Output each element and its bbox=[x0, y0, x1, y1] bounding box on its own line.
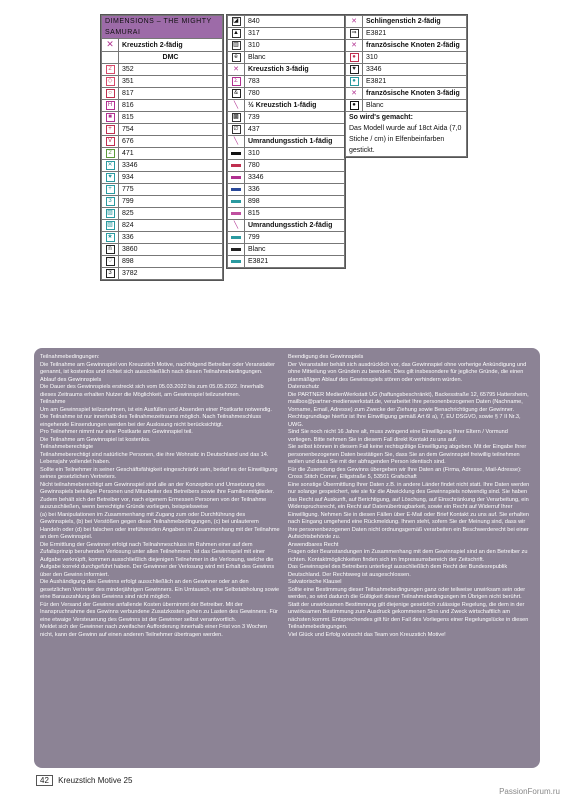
section-header: Umrandungsstich 2-fädig bbox=[245, 220, 345, 232]
section-header: französische Knoten 2-fädig bbox=[363, 40, 467, 52]
legend-row bbox=[228, 148, 345, 160]
color-code: Blanc bbox=[245, 52, 345, 64]
color-code: 336 bbox=[119, 232, 223, 244]
terms-paragraph: Eine sonstige Übermittlung Ihrer Daten z.B. in andere Länder findet nicht statt. Ihre Daten werden nur solange gespeichert, wie sie für die Abwicklung des Gewinnspiels notwendig sind. Sie haben das Recht auf Auskunft, auf Berichtigung, auf Löschung, auf Einschränkung der Verarbeitung, ein Widerspruchsrecht, ein Recht auf Datenübertragbarkeit, sowie ein Recht auf Widerruf Ihrer Einwilligung. Nehmen Sie in diesen Fällen über E-Mail oder Brief Kontakt zu uns auf. Sie erhalten nach Eingang umgehend eine Rückmeldung. Ihnen steht, sofern Sie der Meinung sind, dass wir Ihre personenbezogenen Daten nicht ordnungsgemäß verarbeiten ein Beschwerderecht bei einer Aufsichtsbehörde zu. bbox=[288, 481, 530, 540]
page-footer bbox=[36, 776, 132, 785]
legend-row bbox=[102, 64, 223, 76]
legend-row bbox=[102, 88, 223, 100]
stitch-symbol-icon: ♡ bbox=[107, 257, 113, 264]
color-code: 775 bbox=[119, 184, 223, 196]
terms-paragraph: Sollte ein Teilnehmer in seiner Geschäftsfähigkeit eingeschränkt sein, bedarf es der Einwilligung seines gesetzlichen Vertreters. bbox=[40, 466, 278, 480]
terms-paragraph: Pro Teilnehmer nimmt nur eine Postkarte am Gewinnspiel teil. bbox=[40, 429, 193, 435]
color-code: 824 bbox=[119, 220, 223, 232]
terms-panel bbox=[34, 348, 540, 768]
terms-paragraph: Teilnahmeberechtigte bbox=[40, 444, 94, 450]
color-code: 310 bbox=[363, 52, 467, 64]
terms-paragraph: Beendigung des Gewinnspiels bbox=[288, 354, 364, 360]
line-swatch-icon bbox=[231, 164, 241, 167]
terms-paragraph: Der Veranstalter behält sich ausdrücklich vor, das Gewinnspiel ohne vorherige Ankündigung und ohne Mitteilung von Gründen zu beenden. Dies gilt insbesondere für jegliche Gründe, die einen planmäßigen Ablauf des Gewinnspiels stören oder verhindern würden. bbox=[288, 361, 527, 383]
terms-paragraph: Sind Sie noch nicht 16 Jahre alt, muss zwingend eine Einwilligung Ihrer Eltern / Vormund vorliegen. Bitte nehmen Sie in diesem Fall direkt Kontakt zu uns auf. bbox=[288, 429, 508, 443]
stitch-symbol-icon: ▥ bbox=[233, 41, 239, 48]
line-swatch-icon bbox=[231, 200, 241, 203]
line-swatch-icon bbox=[231, 176, 241, 179]
color-code: 816 bbox=[119, 100, 223, 112]
color-code: 310 bbox=[245, 148, 345, 160]
terms-paragraph: Sollte eine Bestimmung dieser Teilnahmebedingungen ganz oder teilweise unwirksam sein oder werden, so wird dadurch die Gültigkeit dieser Teilnahmebedingungen im Übrigen nicht berührt. Statt der unwirksamen Bestimmung gilt diejenige gesetzlich zulässige Regelung, die dem in der unwirksamen Bestimmung zum Ausdruck gekommenen Sinn und Zweck wirtschaftlich am nächsten kommt. Entsprechendes gilt für den Fall des Vorliegens einer Regelungslücke in diesen Teilnahmebedingungen. bbox=[288, 586, 529, 630]
color-code: 351 bbox=[119, 76, 223, 88]
backstitch-icon: ╲ bbox=[233, 138, 239, 145]
color-code: 3346 bbox=[245, 172, 345, 184]
terms-paragraph: Fragen oder Beanstandungen im Zusammenhang mit dem Gewinnspiel sind an den Betreiber zu richten. Kontaktmöglichkeiten finden sich im Impressumsbereich der Zeitschrift. bbox=[288, 549, 528, 563]
color-code: 825 bbox=[119, 208, 223, 220]
legend-row bbox=[228, 244, 345, 256]
terms-paragraph: Die Teilnahme am Gewinnspiel ist kostenlos. bbox=[40, 436, 151, 443]
legend-column-3 bbox=[344, 14, 468, 158]
color-code: 3860 bbox=[119, 244, 223, 256]
stitch-symbol-icon: ▧ bbox=[107, 221, 113, 228]
brand-label: DMC bbox=[119, 52, 223, 64]
color-code: 840 bbox=[245, 16, 345, 28]
legend-row bbox=[102, 76, 223, 88]
terms-paragraph: Teilnahme bbox=[40, 399, 66, 405]
legend-row bbox=[228, 52, 345, 64]
color-code: 815 bbox=[245, 208, 345, 220]
legend-row bbox=[228, 256, 345, 268]
terms-paragraph: Ablauf des Gewinnspiels bbox=[40, 376, 102, 383]
stitch-symbol-icon: + bbox=[106, 125, 115, 134]
legend-row bbox=[346, 64, 467, 76]
terms-paragraph: Die Aushändigung des Gewinns erfolgt ausschließlich an den Gewinner oder an den gesetzlichen Vertreter des minderjährigen Gewinners. Ein Umtausch, eine Selbstabholung sowie eine Barauszahlung des Gewinns sind nicht möglich. bbox=[40, 579, 280, 600]
legend-row bbox=[228, 160, 345, 172]
color-code: Blanc bbox=[245, 244, 345, 256]
color-code: 898 bbox=[245, 196, 345, 208]
color-code: E3821 bbox=[245, 256, 345, 268]
legend-row bbox=[228, 124, 345, 136]
color-code: 780 bbox=[245, 88, 345, 100]
legend-row bbox=[346, 76, 467, 88]
color-code: 3346 bbox=[119, 160, 223, 172]
line-swatch-icon bbox=[231, 152, 241, 155]
stitch-symbol-icon: ✕ bbox=[107, 161, 113, 168]
legend-row bbox=[228, 184, 345, 196]
legend-row bbox=[102, 172, 223, 184]
color-code: 799 bbox=[119, 196, 223, 208]
terms-paragraph: Um am Gewinnspiel teilzunehmen, ist ein Ausfüllen und Absenden einer Postkarte notwendig. Die Teilnahme ist nur innerhalb des Teilnahmezeitraums möglich. Nach Teilnahmeschluss eingehende Einsendungen werden bei der Auslosung nicht berücksichtigt. bbox=[40, 406, 272, 428]
color-code: 336 bbox=[245, 184, 345, 196]
section-header: Kreuzstich 3-fädig bbox=[245, 64, 345, 76]
legend-row bbox=[102, 220, 223, 232]
legend-row bbox=[102, 244, 223, 256]
half-stitch-icon: ╲ bbox=[233, 102, 239, 109]
magazine-name: Kreuzstich Motive 25 bbox=[58, 776, 133, 785]
stitch-symbol-icon: ○ bbox=[106, 89, 115, 98]
legend-row bbox=[102, 124, 223, 136]
legend-row bbox=[102, 196, 223, 208]
color-code: 898 bbox=[119, 256, 223, 268]
legend-row bbox=[102, 112, 223, 124]
section-header: französische Knoten 3-fädig bbox=[363, 88, 467, 100]
terms-paragraph: Datenschutz bbox=[288, 384, 320, 390]
terms-paragraph: Für den Versand der Gewinne anfallende Kosten übernimmt der Betreiber. Mit der Inanspruchnahme des Gewinns verbundene Zusatzkosten gehen zu Lasten des Gewinners. Für eine etwaige Versteuerung des Gewinns ist der Gewinner selbst verantwortlich. bbox=[40, 601, 278, 623]
stitch-symbol-icon: ◇ bbox=[106, 77, 115, 86]
legend-row bbox=[102, 268, 223, 280]
legend-row bbox=[228, 88, 345, 100]
legend-row bbox=[346, 52, 467, 64]
stitch-symbol-icon: & bbox=[232, 89, 241, 98]
color-code: 780 bbox=[245, 160, 345, 172]
legend-row bbox=[346, 100, 467, 112]
stitch-symbol-icon: 2 bbox=[106, 65, 115, 74]
terms-paragraph: Die Teilnahme am Gewinnspiel von Kreuzstich Motive, nachfolgend Betreiber oder Veranstalter genannt, ist kostenlos und richtet sich ausschließlich nach diesen Teilnahmebedingungen. bbox=[40, 361, 275, 375]
stitch-symbol-icon: 2 bbox=[106, 149, 115, 158]
stitch-symbol-icon: e bbox=[232, 53, 241, 62]
legend-row bbox=[346, 28, 467, 40]
terms-paragraph: Das Gewinnspiel des Betreibers unterliegt ausschließlich dem Recht der Bundesrepublik Deutschland. Der Rechtsweg ist ausgeschlossen. bbox=[288, 564, 508, 578]
pattern-title: DIMENSIONS – THE MIGHTY SAMURAI bbox=[102, 16, 223, 39]
legend-row bbox=[102, 100, 223, 112]
stitch-symbol-icon: n bbox=[106, 245, 115, 254]
color-code: 437 bbox=[245, 124, 345, 136]
legend-row bbox=[228, 40, 345, 52]
stitch-symbol-icon: ■ bbox=[106, 113, 115, 122]
terms-paragraph: Die Ermittlung der Gewinner erfolgt nach Teilnahmeschluss im Rahmen einer auf dem Zufallsprinzip beruhenden Verlosung unter allen Teilnehmern. Ist das Gewinnspiel mit einer Aufgabe verknüpft, kommen ausschließlich diejenigen Teilnehmer in die Verlosung, welche die Aufgabe korrekt durchgeführt haben. Der Gewinner der Verlosung wird mit Erhalt des Gewinns über den Gewinn informiert. bbox=[40, 541, 275, 578]
color-code: 310 bbox=[245, 40, 345, 52]
color-code: 934 bbox=[119, 172, 223, 184]
stitch-symbol-icon: ▨ bbox=[107, 209, 113, 216]
color-code: 317 bbox=[245, 28, 345, 40]
terms-paragraph: Sie selbst können in diesem Fall keine rechtsgültige Einwilligung abgeben. Mit der Eingabe Ihrer personenbezogenen Daten bestätigen Sie, dass Sie an dem Gewinnspiel freiwillig teilnehmen wollen und dass Sie mit der abfragenden Person identisch sind. bbox=[288, 444, 527, 465]
legend-row bbox=[102, 256, 223, 268]
terms-paragraph: Anwendbares Recht bbox=[288, 541, 339, 548]
terms-right-column bbox=[288, 354, 532, 639]
stitch-symbol-icon: Σ bbox=[232, 77, 241, 86]
stitch-symbol-icon: + bbox=[106, 185, 115, 194]
legend-row bbox=[102, 136, 223, 148]
legend-row bbox=[228, 16, 345, 28]
knot-stitch-icon: ✕ bbox=[351, 90, 357, 97]
terms-paragraph: Salvatorische Klausel bbox=[288, 579, 342, 585]
terms-paragraph: Die PARTNER MedienWerkstatt UG (haftungsbeschränkt), Backesstraße 12, 65795 Hattersheim, mailbox@partner-medienwerkstatt.de, verarbeitet Ihre personenbezogenen Daten (Nachname, Vorname, Email, Adresse) zum Zwecke der Ziehung sowie Benachrichtigung der Gewinner. Rechtsgrundlage hierfür ist Ihre Einwilligung gemäß Art 6l a), 7, EU DSGVO, sowie § 7 II Nr.3, UWG. bbox=[288, 391, 529, 428]
stitch-symbol-icon: ▩ bbox=[233, 113, 239, 120]
color-code: 783 bbox=[245, 76, 345, 88]
color-code: 3346 bbox=[363, 64, 467, 76]
backstitch-icon: ╲ bbox=[233, 222, 239, 229]
legend-row bbox=[102, 208, 223, 220]
legend-column-2 bbox=[226, 14, 346, 269]
color-code: E3821 bbox=[363, 76, 467, 88]
legend-row bbox=[228, 172, 345, 184]
stitch-symbol-icon: ● bbox=[350, 53, 359, 62]
line-swatch-icon bbox=[231, 260, 241, 263]
terms-paragraph: (a) bei Manipulationen im Zusammenhang mit Zugang zum oder Durchführung des Gewinnspiels, (b) bei Verstößen gegen diese Teilnahmebedingungen, (c) bei unlauterem Handeln oder (d) bei falschen oder irreführenden Angaben im Zusammenhang mit der Teilnahme an dem Gewinnspiel. bbox=[40, 511, 280, 540]
terms-paragraph: Die Dauer des Gewinnspiels erstreckt sich vom 05.03.2022 bis zum 05.05.2022. Innerhalb dieses Zeitraums erhalten Nutzer die Möglichkeit, am Gewinnspiel teilzunehmen. bbox=[40, 384, 264, 398]
stitch-symbol-icon: ⇒ bbox=[351, 29, 357, 36]
stitch-symbol-icon: ◪ bbox=[233, 17, 239, 24]
stitch-symbol-icon: 3 bbox=[106, 197, 115, 206]
color-code: 817 bbox=[119, 88, 223, 100]
legend-row bbox=[102, 148, 223, 160]
color-code: 3782 bbox=[119, 268, 223, 280]
stitch-symbol-icon: ● bbox=[350, 77, 359, 86]
color-code: 676 bbox=[119, 136, 223, 148]
watermark: PassionForum.ru bbox=[499, 787, 560, 796]
stitch-symbol-icon: 3 bbox=[106, 269, 115, 278]
terms-paragraph: Meldet sich der Gewinner nach zweifacher Aufforderung innerhalb einer Frist von 3 Wochen nicht, kann der Gewinn auf einen anderen Teilnehmer übertragen werden. bbox=[40, 624, 268, 638]
stitch-symbol-icon: ∅ bbox=[233, 125, 239, 132]
terms-paragraph: Teilnahmebedingungen: bbox=[40, 354, 100, 360]
legend-row bbox=[228, 208, 345, 220]
section-header: Umrandungsstich 1-fädig bbox=[245, 136, 345, 148]
stitch-symbol-icon: H bbox=[106, 101, 115, 110]
color-code: 754 bbox=[119, 124, 223, 136]
stitch-symbol-icon: ▲ bbox=[233, 29, 239, 36]
color-code: 799 bbox=[245, 232, 345, 244]
legend-column-1 bbox=[100, 14, 224, 281]
legend-row bbox=[228, 112, 345, 124]
terms-paragraph: Viel Glück und Erfolg wünscht das Team von Kreuzstich Motive! bbox=[288, 631, 446, 638]
note-text: Das Modell wurde auf 18ct Aida (7,0 Stiche / cm) in Elfenbeinfarben gestickt. bbox=[349, 125, 462, 154]
legend-row bbox=[102, 160, 223, 172]
stitch-symbol-icon: ● bbox=[350, 101, 359, 110]
legend-row bbox=[228, 76, 345, 88]
loop-stitch-icon: ✕ bbox=[351, 18, 357, 25]
color-code: E3821 bbox=[363, 28, 467, 40]
line-swatch-icon bbox=[231, 248, 241, 251]
color-code: Blanc bbox=[363, 100, 467, 112]
color-code: 471 bbox=[119, 148, 223, 160]
note-title: So wird's gemacht: bbox=[349, 114, 413, 121]
knot-stitch-icon: ✕ bbox=[351, 42, 357, 49]
cross-stitch-icon: ✕ bbox=[106, 39, 114, 49]
legend-row bbox=[228, 196, 345, 208]
color-code: 739 bbox=[245, 112, 345, 124]
terms-paragraph: Nicht teilnahmeberechtigt am Gewinnspiel sind alle an der Konzeption und Umsetzung des Gewinnspiels beteiligte Personen und Mitarbeiter des Betreibers sowie ihre Familienmitglieder. Zudem behält sich der Betreiber vor, nach eigenem Ermessen Personen von der Teilnahme auszuschließen, wenn berechtigte Gründe vorliegen, beispielsweise bbox=[40, 481, 275, 510]
stitch-symbol-icon: ♥ bbox=[106, 173, 115, 182]
color-code: 352 bbox=[119, 64, 223, 76]
stitch-symbol-icon: ★ bbox=[107, 233, 113, 240]
terms-left-column bbox=[40, 354, 280, 639]
section-header: Schlingenstich 2-fädig bbox=[363, 16, 467, 28]
cross-stitch-icon: ✕ bbox=[233, 66, 239, 73]
terms-paragraph: Teilnahmeberechtigt sind natürliche Personen, die ihre Wohnsitz in Deutschland und das 14. Lebensjahr vollendet haben. bbox=[40, 451, 269, 465]
line-swatch-icon bbox=[231, 236, 241, 239]
terms-paragraph: Für die Zusendung des Gewinns übergeben wir Ihre Daten an (Firma, Adresse, Mail-Adresse): Cross Stitch Corner, Elligstraße 5, 53501 Grafschaft bbox=[288, 466, 522, 480]
color-code: 815 bbox=[119, 112, 223, 124]
stitch-symbol-icon: V bbox=[106, 137, 115, 146]
legend-row bbox=[102, 184, 223, 196]
stitch-symbol-icon: ♥ bbox=[350, 65, 359, 74]
line-swatch-icon bbox=[231, 188, 241, 191]
legend-row bbox=[228, 28, 345, 40]
legend-row bbox=[228, 232, 345, 244]
section-header: ½ Kreuzstich 1-fädig bbox=[245, 100, 345, 112]
page-number: 42 bbox=[36, 775, 53, 786]
section-header: Kreuzstich 2-fädig bbox=[119, 39, 223, 52]
legend-row bbox=[102, 232, 223, 244]
line-swatch-icon bbox=[231, 212, 241, 215]
